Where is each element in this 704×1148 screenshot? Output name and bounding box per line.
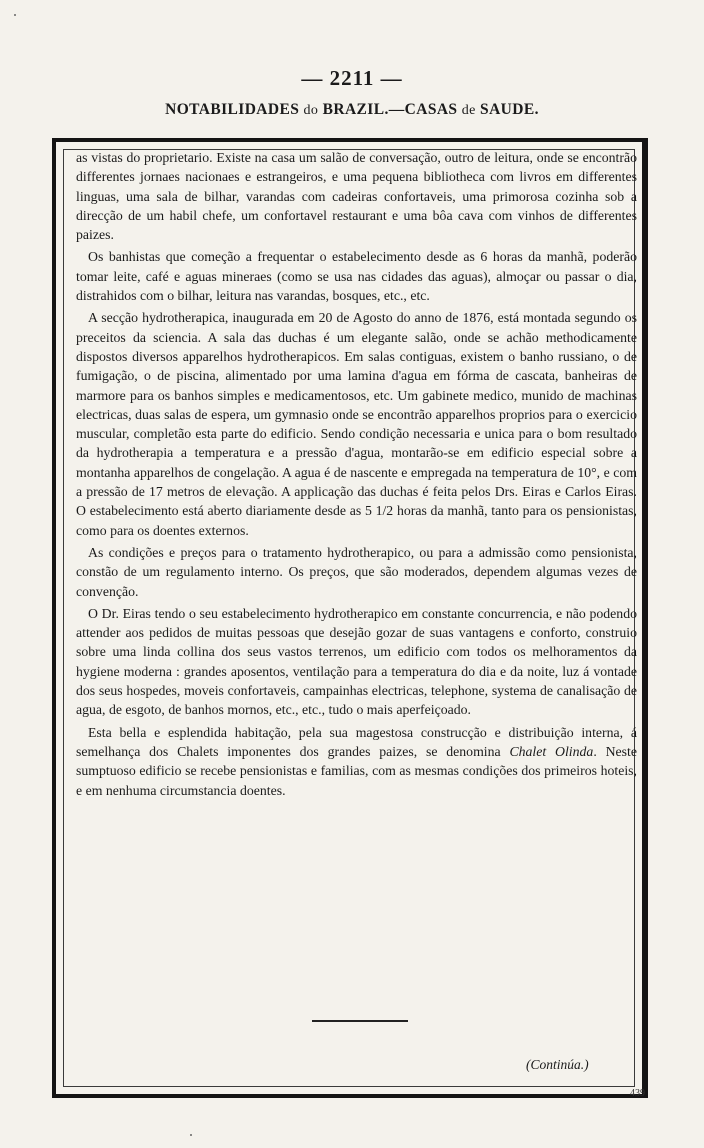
closing-rule bbox=[312, 1020, 408, 1022]
print-speck bbox=[190, 1134, 192, 1136]
body-text bbox=[76, 148, 637, 803]
chalet-text-end: . Neste sumptuoso edificio se recebe pensionistas e familias, com as mesmas condições dos primeiros hoteis, e em nenhuma circumstancia doentes. bbox=[76, 743, 637, 798]
continua-note: (Continúa.) bbox=[526, 1057, 589, 1072]
paragraph-condicoes-precos: As condições e preços para o tratamento hydrotherapico, ou para a admissão como pensionista, constão de um regulamento interno. Os preços, que são moderados, dependem algumas vezes de convenção. bbox=[76, 544, 637, 599]
page-number: — 2211 — bbox=[301, 66, 403, 90]
paragraph-dr-eiras: O Dr. Eiras tendo o seu estabelecimento hydrotherapico em constante concurrencia, e não podendo attender aos pedidos de muitas pessoas que desejão gozar de suas vantagens e conforto, construio sobre uma linda collina dos seus vastos terrenos, um edificio com todos os melhoramentos da hygiene moderna : grandes aposentos, ventilação para a temperatura do dia e da noite, luz á vontade dos seus hospedes, moveis confortaveis, campainhas electricas, telephone, systema de canalisação de agua, de esgoto, de banhos mornos, etc., etc., tudo o mais aperfeiçoado. bbox=[76, 605, 637, 718]
running-head-saude: SAUDE. bbox=[480, 101, 539, 118]
paragraph-seccao-hydrotherapica: A secção hydrotherapica, inaugurada em 20 de Agosto do anno de 1876, está montada segundo os preceitos da sciencia. A sala das duchas é um elegante salão, onde se achão methodicamente dispostos diversos apparelhos hydrotherapicos. Em salas contiguas, existem o banho russiano, o de fumigação, o de piscina, alimentado por uma lamina d'agua em fórma de cascata, banheiras de marmore para os banhos simples e medicamentosos, etc. Um gabinete medico, munido de machinas electricas, duas salas de espera, um gymnasio onde se encontrão apparelhos proprios para o exercicio muscular, completão esta parte do edificio. Sendo condição necessaria e unica para o bom resultado da hydrotherapia a temperatura e a pressão d'agua, montarão-se em edificio especial sobre a montanha apparelhos de congelação. A agua é de nascente e empregada na temperatura de 10°, e com a pressão de 17 metros de elevação. A applicação das duchas é feita pelos Drs. Eiras e Carlos Eiras. O estabelecimento está aberto diariamente desde as 5 1/2 horas da manhã, tanto para os pensionistas, como para os doentes externos. bbox=[76, 310, 637, 538]
chalet-text-start: Esta bella e esplendida habitação, pela sua magestosa construcção e distribuição interna, á semelhança dos Chalets imponentes dos grandes paizes, se denomina bbox=[76, 724, 637, 759]
running-head-de: de bbox=[461, 103, 476, 118]
paragraph-proprietario: as vistas do proprietario. Existe na casa um salão de conversação, outro de leitura, onde se encontrão differentes jornaes nacionaes e estrangeiros, e uma pequena bibliotheca com livros em differentes linguas, uma sala de bilhar, varandas com cadeiras confortaveis, uma primorosa cozinha sob a direcção de um habil chefe, um confortavel restaurant e uma bôa cava com vinhos de differentes paizes. bbox=[76, 150, 637, 243]
running-head-notabilidades: NOTABILIDADES bbox=[165, 101, 300, 118]
running-head-brazil-casas: BRAZIL.—CASAS bbox=[322, 101, 458, 118]
chalet-olinda-name: Chalet Olinda bbox=[509, 743, 594, 759]
running-head bbox=[0, 101, 704, 119]
sheet-number: 439 bbox=[630, 1088, 645, 1099]
paragraph-chalet-olinda bbox=[76, 723, 637, 800]
print-speck bbox=[14, 14, 16, 16]
paragraph-banhistas: Os banhistas que começão a frequentar o estabelecimento desde as 6 horas da manhã, poderão tomar leite, café e aguas mineraes (como se usa nas cidades das aguas), almoçar ou passar o dia, distrahidos com o bilhar, leitura nas varandas, bosques, etc., etc. bbox=[76, 249, 637, 304]
running-head-do: do bbox=[303, 103, 319, 118]
